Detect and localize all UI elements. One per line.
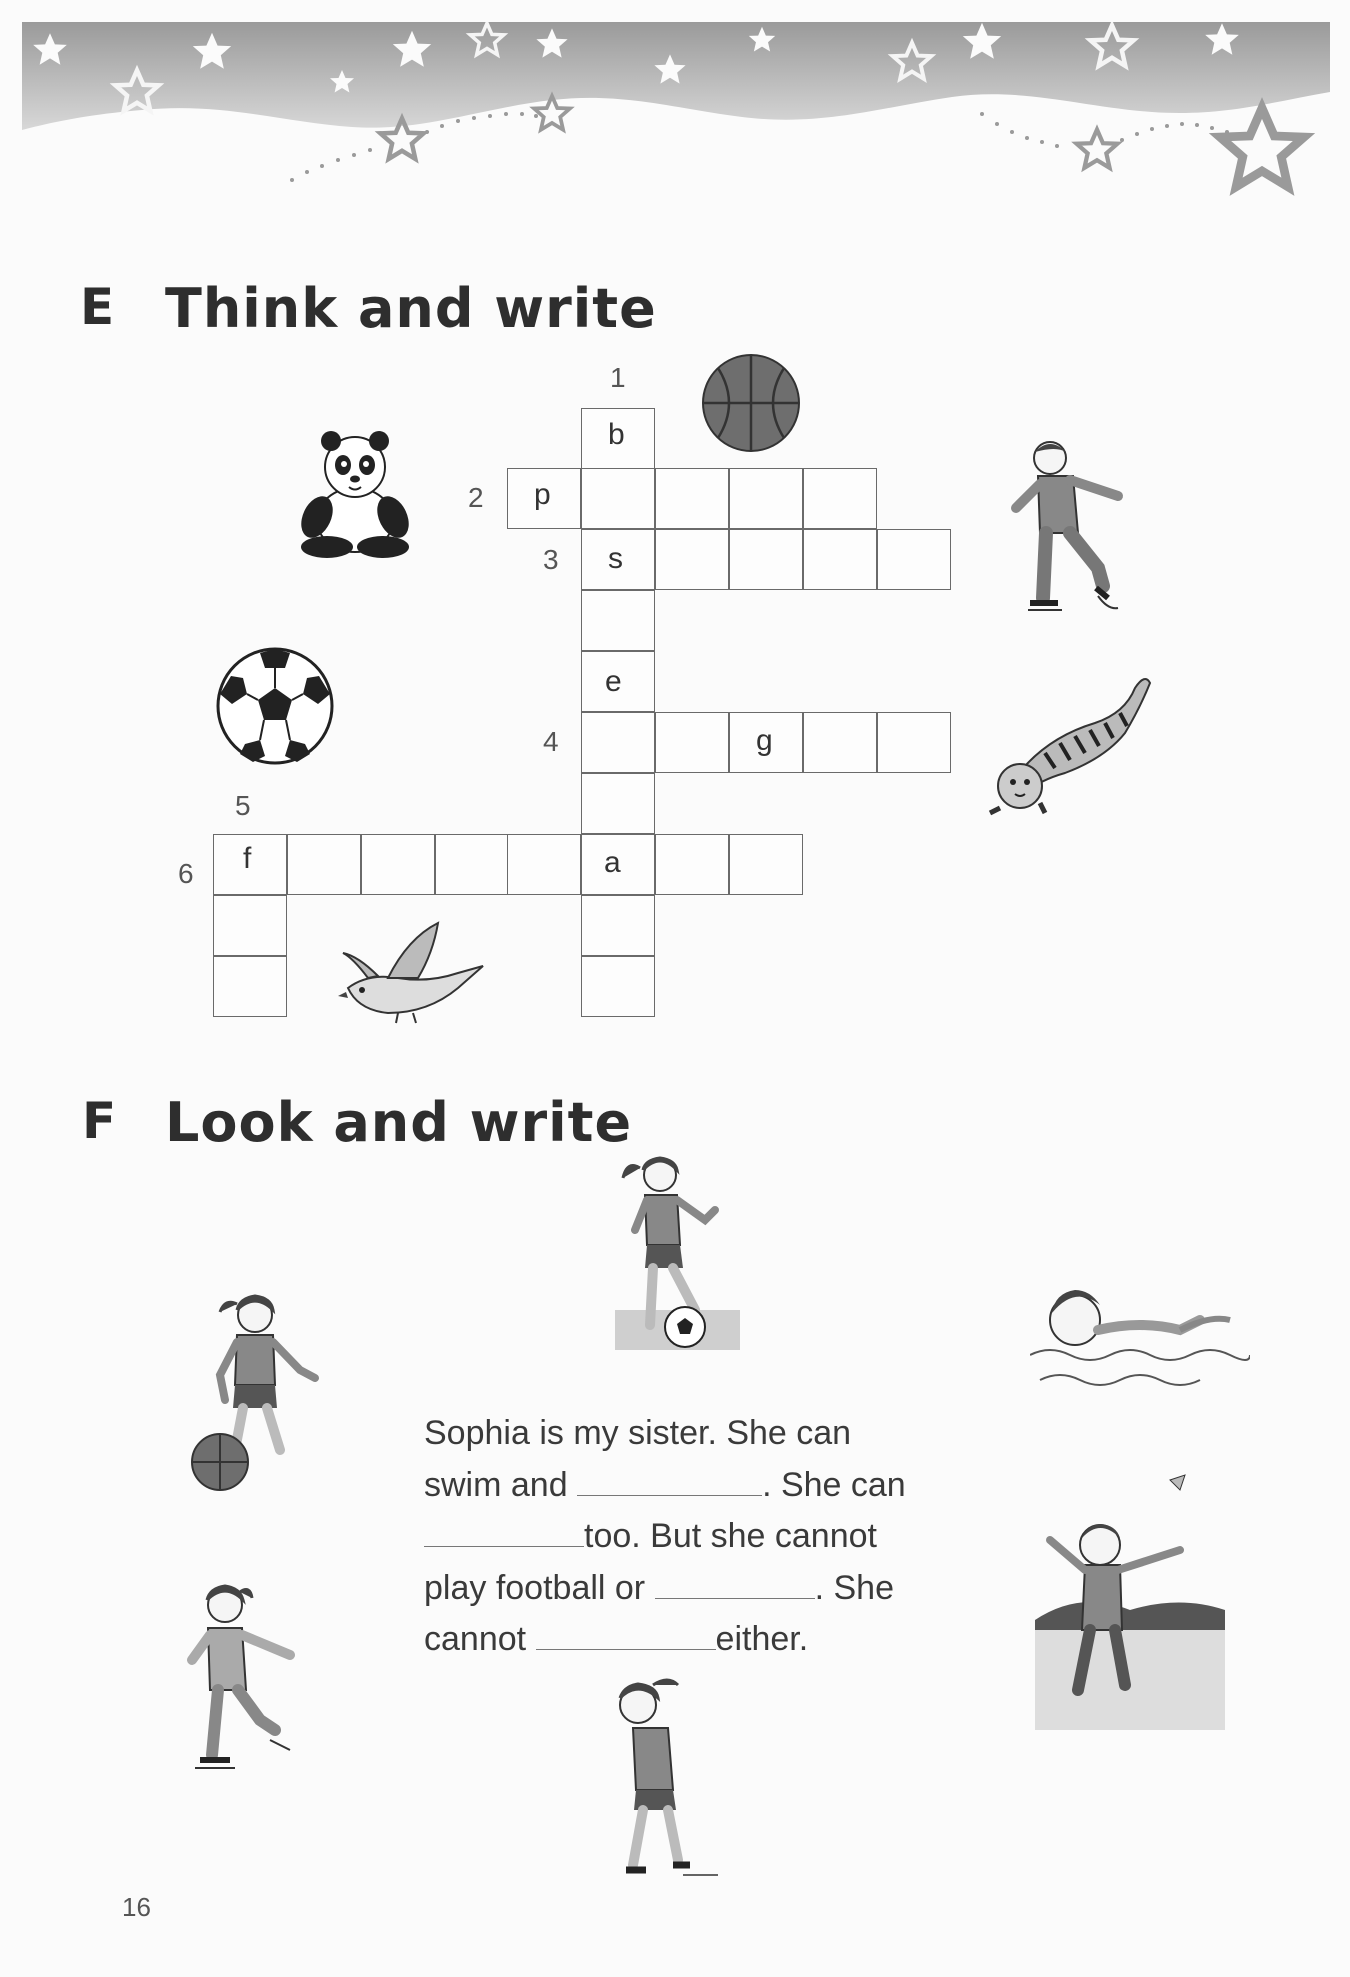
- crossword-cell[interactable]: [803, 468, 877, 529]
- crossword-cell[interactable]: [803, 529, 877, 590]
- crossword-cell[interactable]: [581, 590, 655, 651]
- crossword-cell[interactable]: [877, 712, 951, 773]
- section-e-title: Think and write: [165, 277, 657, 340]
- crossword-cell[interactable]: [803, 712, 877, 773]
- crossword-cell[interactable]: [581, 712, 655, 773]
- section-e-letter: E: [80, 278, 115, 336]
- paragraph-text: cannot: [424, 1620, 527, 1658]
- given-letter: f: [243, 842, 252, 875]
- clue-number: 2: [468, 482, 484, 513]
- crossword-cell[interactable]: [877, 529, 951, 590]
- given-letter: e: [605, 665, 622, 698]
- crossword-cell[interactable]: [213, 956, 287, 1017]
- given-letter: p: [534, 478, 551, 511]
- paragraph-text: play football or: [424, 1568, 646, 1607]
- crossword-cell[interactable]: [581, 773, 655, 834]
- crossword-cell[interactable]: [287, 834, 361, 895]
- fill-in-paragraph: [424, 1408, 964, 1666]
- paragraph-text: swim and: [424, 1465, 568, 1504]
- section-f-title: Look and write: [165, 1091, 633, 1154]
- crossword-cell[interactable]: [581, 468, 655, 529]
- answer-blank[interactable]: [577, 1463, 762, 1496]
- clue-number: 4: [543, 726, 559, 757]
- crossword-cell[interactable]: [435, 834, 509, 895]
- girl-skating-icon: [180, 1580, 330, 1790]
- girl-basketball-icon: [185, 1290, 330, 1495]
- football-icon: [215, 646, 335, 766]
- page-number: 16: [122, 1892, 151, 1922]
- panda-icon: [295, 425, 415, 560]
- crossword-cell[interactable]: [655, 529, 729, 590]
- crossword-cell[interactable]: [729, 834, 803, 895]
- clue-number: 5: [235, 790, 251, 821]
- crossword-cell[interactable]: [729, 468, 803, 529]
- given-letter: a: [604, 846, 621, 879]
- paragraph-text: either.: [715, 1620, 809, 1658]
- boy-skating-icon: [1008, 438, 1148, 628]
- crossword-cell[interactable]: [655, 834, 729, 895]
- basketball-icon: [700, 352, 802, 454]
- paragraph-text: too. But she cannot: [584, 1517, 877, 1555]
- crossword-cell[interactable]: [655, 468, 729, 529]
- answer-blank[interactable]: [536, 1617, 716, 1650]
- crossword-cell[interactable]: [581, 895, 655, 956]
- paragraph-text: . She can: [762, 1465, 906, 1504]
- crossword-cell[interactable]: [213, 895, 287, 956]
- clue-number: 3: [543, 544, 559, 575]
- girl-walking-icon: [598, 1670, 728, 1885]
- crossword-cell[interactable]: [729, 529, 803, 590]
- section-f-letter: F: [82, 1092, 117, 1150]
- crossword-cell[interactable]: [581, 956, 655, 1017]
- tiger-icon: [985, 668, 1155, 818]
- girl-kite-icon: [1030, 1470, 1230, 1730]
- given-letter: g: [756, 724, 773, 757]
- given-letter: b: [608, 418, 625, 451]
- paragraph-line: Sophia is my sister. She can: [424, 1414, 852, 1452]
- clue-number: 1: [610, 362, 626, 393]
- clue-number: 6: [178, 858, 194, 889]
- crossword-cell[interactable]: [507, 834, 581, 895]
- girl-football-icon: [615, 1150, 740, 1350]
- crossword-cell[interactable]: [655, 712, 729, 773]
- crossword-cell[interactable]: [361, 834, 435, 895]
- answer-blank[interactable]: [655, 1566, 815, 1599]
- girl-swimming-icon: [1030, 1275, 1250, 1405]
- given-letter: s: [608, 542, 623, 575]
- bird-icon: [338, 918, 488, 1028]
- paragraph-text: . She: [814, 1568, 894, 1607]
- answer-blank[interactable]: [424, 1514, 584, 1547]
